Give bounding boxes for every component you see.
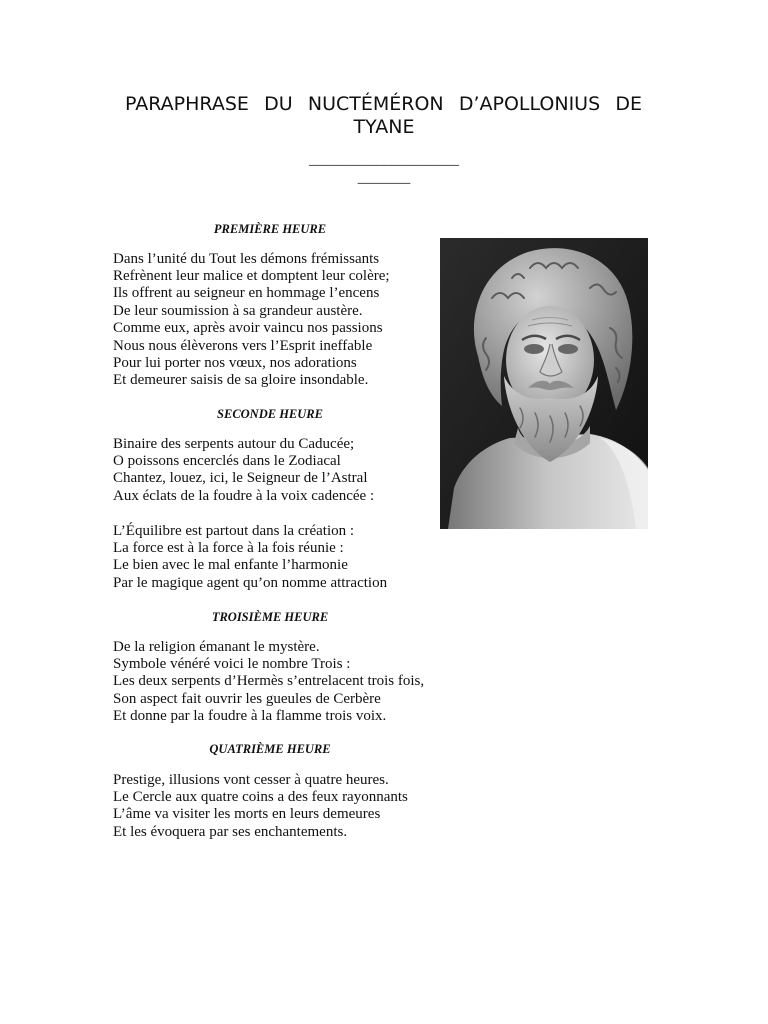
verse-line: Et donne par la foudre à la flamme trois voix. — [113, 708, 387, 725]
verse-line: Binaire des serpents autour du Caducée; — [113, 435, 355, 452]
verse-line: O poissons encerclés dans le Zodiacal — [113, 452, 341, 469]
verse-line: La force est à la force à la fois réunie : — [113, 539, 344, 556]
verse-line: Dans l’unité du Tout les démons frémissants — [113, 250, 380, 267]
verse-line: Nous nous élèverons vers l’Esprit ineffable — [113, 337, 373, 354]
verse-line: De leur soumission à sa grandeur austère. — [113, 302, 363, 319]
stanza — [113, 251, 390, 390]
verse-line: Symbole vénéré voici le nombre Trois : — [113, 655, 351, 672]
bust-portrait-image — [440, 238, 648, 529]
verse-line: Son aspect fait ouvrir les gueules de Cerbère — [113, 690, 381, 707]
stanza — [113, 436, 374, 506]
verse-line: Ils offrent au seigneur en hommage l’encens — [113, 285, 380, 302]
verse-line: Et demeurer saisis de sa gloire insondable. — [113, 372, 369, 389]
verse-line: Aux éclats de la foudre à la voix cadencée : — [113, 487, 375, 504]
stanza — [113, 523, 387, 593]
verse-line: Par le magique agent qu’on nomme attraction — [113, 574, 388, 591]
section-heading: QUATRIÈME HEURE — [209, 742, 331, 757]
stanza — [113, 639, 424, 726]
verse-line: Prestige, illusions vont cesser à quatre heures. — [113, 771, 389, 788]
verse-line: Comme eux, après avoir vaincu nos passions — [113, 320, 383, 337]
verse-line: L’âme va visiter les morts en leurs demeures — [113, 806, 381, 823]
verse-line: Pour lui porter nos vœux, nos adorations — [113, 354, 357, 371]
verse-line: De la religion émanant le mystère. — [113, 638, 320, 655]
title-rule-long: ____________________ — [309, 151, 459, 168]
verse-line: Les deux serpents d’Hermès s’entrelacent trois fois, — [113, 673, 425, 690]
stanza — [113, 772, 408, 842]
verse-line: Le bien avec le mal enfante l’harmonie — [113, 557, 348, 574]
verse-line: Chantez, louez, ici, le Seigneur de l’Astral — [113, 470, 368, 487]
document-title-line-1: PARAPHRASE DU NUCTÉMÉRON D’APOLLONIUS DE — [125, 93, 642, 115]
title-rule-short: _______ — [357, 169, 411, 186]
section-heading: PREMIÈRE HEURE — [213, 222, 327, 237]
section-heading: SECONDE HEURE — [217, 407, 323, 422]
verse-line: L’Équilibre est partout dans la création : — [113, 522, 355, 539]
portrait-photo — [440, 238, 648, 529]
document-title-line-2: TYANE — [353, 116, 415, 138]
verse-line: Le Cercle aux quatre coins a des feux rayonnants — [113, 788, 408, 805]
section-heading: TROISIÈME HEURE — [211, 610, 329, 625]
verse-line: Et les évoquera par ses enchantements. — [113, 823, 348, 840]
verse-line: Refrènent leur malice et domptent leur colère; — [113, 267, 390, 284]
